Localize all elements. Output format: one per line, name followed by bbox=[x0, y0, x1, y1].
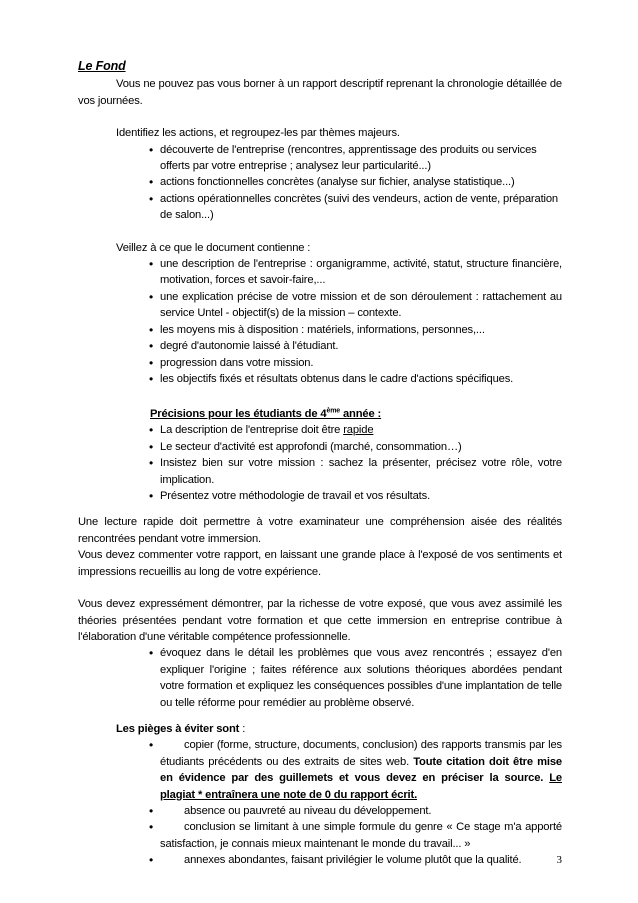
section-heading: Le Fond bbox=[78, 59, 126, 73]
list-item-text: annexes abondantes, faisant privilégier le volume plutôt que la qualité. bbox=[184, 854, 522, 867]
precisions-list bbox=[149, 422, 562, 504]
pieges-lead bbox=[116, 721, 562, 737]
list-item bbox=[149, 338, 562, 354]
pieges-lead-rest: : bbox=[239, 722, 246, 735]
bullet-icon: • bbox=[149, 646, 154, 661]
list-item bbox=[149, 355, 562, 371]
veillez-lead: Veillez à ce que le document contienne : bbox=[116, 241, 311, 254]
plagiat-warning: Le plagiat * entraînera une note de 0 du rapport écrit. bbox=[160, 772, 562, 801]
list-item bbox=[149, 422, 562, 438]
bullet-icon: • bbox=[149, 339, 154, 354]
list-item bbox=[149, 737, 562, 803]
bullet-icon: • bbox=[149, 489, 154, 504]
precisions-title bbox=[150, 403, 562, 422]
list-item bbox=[149, 645, 562, 711]
precisions-title-part: année : bbox=[340, 408, 382, 421]
bullet-icon: • bbox=[149, 423, 154, 438]
bullet-icon: • bbox=[149, 191, 154, 206]
bullet-icon: • bbox=[149, 175, 154, 190]
page-number: 3 bbox=[556, 854, 562, 866]
page-content bbox=[78, 58, 562, 869]
veillez-block bbox=[116, 240, 562, 256]
bullet-icon: • bbox=[149, 738, 154, 753]
paragraph-commenter: Vous devez commenter votre rapport, en laissant une grande place à l'exposé de vos sentiments et impressions recueillis au long de votre expérience. bbox=[78, 549, 562, 578]
bullet-icon: • bbox=[149, 439, 154, 454]
list-item bbox=[149, 256, 562, 289]
list-item bbox=[149, 488, 562, 504]
list-item-text: une description de l'entreprise : organigramme, activité, statut, structure financière, motivation, forces et savoir-faire,... bbox=[160, 258, 562, 287]
list-item-bold: Toute citation doit être mise en évidence par des guillemets et vous devez en préciser la source. bbox=[160, 755, 562, 785]
list-item-text: les objectifs fixés et résultats obtenus dans le cadre d'actions spécifiques. bbox=[160, 372, 514, 385]
list-item bbox=[149, 191, 562, 224]
list-item-text: les moyens mis à disposition : matériels, informations, personnes,... bbox=[160, 323, 485, 336]
list-item bbox=[149, 852, 562, 868]
list-item bbox=[149, 803, 562, 819]
bullet-icon: • bbox=[149, 853, 154, 868]
list-item-text: une explication précise de votre mission et de son déroulement : rattachement au service Untel - objectif(s) de la mission – contexte. bbox=[160, 290, 562, 320]
bullet-icon: • bbox=[149, 257, 154, 272]
list-item bbox=[149, 289, 562, 322]
list-item-text: évoquez dans le détail les problèmes que vous avez rencontrés ; essayez d'en expliquer l'origine ; faites référence aux solutions théoriques abordées pendant votre formation et expliquez les conséquences possibles d'une implantation de telle ou telle réforme pour remédier au problème observé. bbox=[160, 647, 562, 709]
bullet-icon: • bbox=[149, 142, 154, 157]
list-item bbox=[149, 174, 562, 190]
identify-list bbox=[149, 142, 562, 224]
list-item-text: degré d'autonomie laissé à l'étudiant. bbox=[160, 340, 339, 353]
identify-block bbox=[116, 125, 562, 141]
underlined-word: rapide bbox=[343, 424, 374, 437]
list-item-text: actions opérationnelles concrètes (suivi des vendeurs, action de vente, préparation de salon...) bbox=[160, 192, 559, 222]
identify-lead: Identifiez les actions, et regroupez-les par thèmes majeurs. bbox=[116, 127, 400, 140]
list-item bbox=[149, 371, 562, 387]
list-item-text: Présentez votre méthodologie de travail et vos résultats. bbox=[160, 490, 431, 503]
pieges-list bbox=[149, 737, 562, 868]
pieges-lead-bold: Les pièges à éviter sont bbox=[116, 722, 240, 735]
paragraph-lecture: Une lecture rapide doit permettre à votre examinateur une compréhension aisée des réalités rencontrées pendant votre immersion. bbox=[78, 516, 562, 545]
list-item-text: progression dans votre mission. bbox=[160, 356, 314, 369]
list-item-text: La description de l'entreprise doit être bbox=[160, 424, 344, 437]
bullet-icon: • bbox=[149, 355, 154, 370]
bullet-icon: • bbox=[149, 803, 154, 818]
bullet-icon: • bbox=[149, 820, 154, 835]
list-item-text: découverte de l'entreprise (rencontres, apprentissage des produits ou services offerts par votre entreprise ; analysez leur particularité...) bbox=[160, 143, 537, 173]
list-item-text: absence ou pauvreté au niveau du développement. bbox=[184, 804, 432, 817]
precisions-title-sup: ème bbox=[326, 407, 341, 415]
bullet-icon: • bbox=[149, 289, 154, 304]
intro-paragraph: Vous ne pouvez pas vous borner à un rapport descriptif reprenant la chronologie détaillée de vos journées. bbox=[78, 78, 562, 107]
bullet-icon: • bbox=[149, 371, 154, 386]
bullet-icon: • bbox=[149, 456, 154, 471]
list-item-text: Le secteur d'activité est approfondi (marché, consommation…) bbox=[160, 440, 462, 453]
list-item-text: conclusion se limitant à une simple formule du genre « Ce stage m'a apporté satisfaction, je connais mieux maintenant le monde du travail... » bbox=[160, 821, 562, 850]
list-item-text: Insistez bien sur votre mission : sachez la présenter, précisez votre rôle, votre implication. bbox=[160, 457, 562, 486]
list-item bbox=[149, 819, 562, 852]
precisions-title-text bbox=[150, 408, 381, 420]
list-item-text: copier (forme, structure, documents, conclusion) des rapports transmis par les étudiants précédents ou des extraits de sites web. bbox=[160, 739, 562, 768]
paragraph-demontrer: Vous devez expressément démontrer, par la richesse de votre exposé, que vous avez assimilé les théories présentées pendant votre formation et que cette immersion en entreprise contribue à l'élaboration d'une véritable compétence professionnelle. bbox=[78, 598, 562, 643]
list-item bbox=[149, 142, 562, 175]
precisions-title-part: Précisions pour les étudiants de 4 bbox=[150, 408, 327, 421]
veillez-list bbox=[149, 256, 562, 387]
list-item bbox=[149, 455, 562, 488]
list-item bbox=[149, 439, 562, 455]
list-item bbox=[149, 322, 562, 338]
demontrer-list bbox=[149, 645, 562, 711]
bullet-icon: • bbox=[149, 322, 154, 337]
list-item-text: actions fonctionnelles concrètes (analyse sur fichier, analyse statistique...) bbox=[160, 176, 515, 189]
